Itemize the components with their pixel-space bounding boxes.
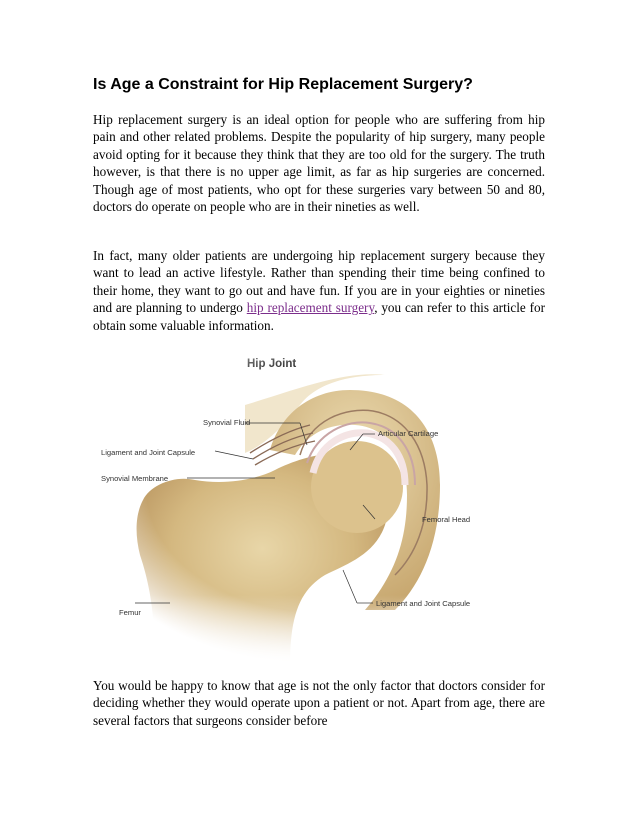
label-articular-cartilage: Articular Cartilage <box>378 429 439 438</box>
label-synovial-membrane: Synovial Membrane <box>101 474 169 483</box>
label-synovial-fluid: Synovial Fluid <box>203 418 251 427</box>
label-ligament-capsule-right: Ligament and Joint Capsule <box>376 599 471 608</box>
label-ligament-capsule-left: Ligament and Joint Capsule <box>101 448 196 457</box>
paragraph-age-factor: You would be happy to know that age is not the only factor that doctors consider for deciding whether they would operate upon a patient or not. Apart from age, there are several factors that surgeons consider before <box>93 678 545 728</box>
paragraph-older-patients <box>93 247 545 334</box>
hip-replacement-surgery-link[interactable]: hip replacement surgery <box>246 300 375 316</box>
paragraph-intro: Hip replacement surgery is an ideal option for people who are suffering from hip pain and other related problems. Despite the popularity of hip surgery, many people avoid opting for it because they think that they are too old for the surgery. The truth however, is that there is no upper age limit, as far as hip surgeries are concerned. Though age of most patients, who opt for these surgeries vary between 50 and 80, doctors do operate on people who are in their nineties as well. <box>93 112 545 215</box>
label-femoral-head: Femoral Head <box>422 515 471 524</box>
hip-joint-figure <box>95 345 545 665</box>
paragraph-text-before-link: In fact, many older patients are undergoing hip replacement surgery because they want to lead an active lifestyle. Rather than spending their time being confined to their home, they want to go out and have fun. If you are in your eighties or nineties and are planning to undergo <box>93 248 545 316</box>
document-title: Is Age a Constraint for Hip Replacement Surgery? <box>93 76 473 93</box>
paragraph-text-after-link: , you can refer to this article for obtain some valuable information. <box>93 300 545 333</box>
hip-joint-illustration <box>95 345 545 665</box>
label-femur: Femur <box>119 608 141 617</box>
